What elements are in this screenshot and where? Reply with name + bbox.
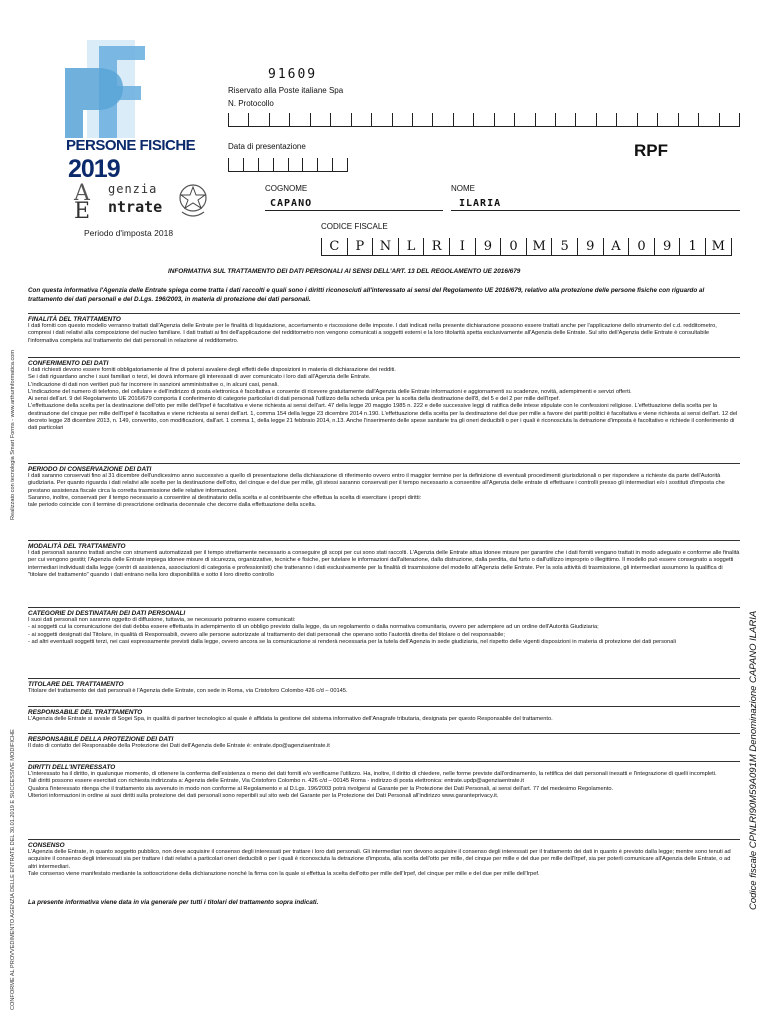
- cf-char: 9: [578, 238, 604, 256]
- cognome-value: CAPANO: [270, 198, 313, 209]
- section-body: I suoi dati personali non saranno oggetto di diffusione, tuttavia, se necessario potranno essere comunicati: - ai soggetti cui la comunicazione dei dati debba essere effettuata in adempimento di un obbligo previsto dalla legge, da un regolamento o dalla normativa comunitaria, ovvero per adempiere ad un ordine dell'Autorità Giudiziaria; - ai soggetti designati dal Titolare, in qualità di Responsabili, ovvero alle persone autorizzate al trattamento dei dati personali che operano sotto l'autorità diretta del titolare o del responsabile; - ad altri eventuali soggetti terzi, nei casi espressamente previsti dalla legge, ovvero ancora se la comunicazione si renderà necessaria per la tutela dell'Agenzia in sede giudiziaria, nel rispetto delle vigenti disposizioni in materia di protezione dei dati personali: [28, 617, 676, 645]
- section-destinatari: [28, 607, 740, 646]
- informativa-intro: Con questa informativa l'Agenzia delle Entrate spiega come tratta i dati raccolti e quali sono i diritti riconosciuti all'interessato ai sensi del Regolamento UE 2016/679, relativo alla protezione delle persone fisiche con riguardo al trattamento dei dati personali e del D.Lgs. 196/2003, in materia di protezione dei dati personali.: [28, 287, 705, 303]
- box-tick: [347, 158, 348, 172]
- cf-char: A: [604, 238, 630, 256]
- cf-char: R: [424, 238, 450, 256]
- codice-fiscale-margin-text: Codice fiscale CPNLRI90M59A091M Denominazione CAPANO ILARIA: [748, 610, 759, 910]
- box-tick: [473, 113, 474, 127]
- box-tick: [596, 113, 597, 127]
- section-title: CONSENSO: [28, 839, 740, 849]
- box-tick: [302, 158, 303, 172]
- form-code: RPF: [634, 141, 668, 160]
- data-presentazione-boxes[interactable]: [228, 158, 348, 172]
- protocol-number: 91609: [268, 67, 318, 82]
- section-responsabile: [28, 706, 740, 723]
- logo-title: PERSONE FISICHE: [66, 137, 196, 154]
- cf-char: 5: [552, 238, 578, 256]
- cf-char: 9: [476, 238, 502, 256]
- box-tick: [351, 113, 352, 127]
- republic-emblem-icon: [176, 180, 210, 220]
- box-tick: [392, 113, 393, 127]
- box-tick: [514, 113, 515, 127]
- box-tick: [739, 113, 740, 127]
- box-tick: [412, 113, 413, 127]
- nome-underline: [451, 210, 740, 211]
- section-body: Titolare del trattamento dei dati personali è l'Agenzia delle Entrate, con sede in Roma, via Cristoforo Colombo 426 c/d – 00145.: [28, 688, 348, 694]
- section-conservazione: [28, 463, 740, 509]
- box-tick: [243, 158, 244, 172]
- box-tick: [258, 158, 259, 172]
- box-tick: [432, 113, 433, 127]
- protocollo-boxes[interactable]: [228, 113, 740, 127]
- entrate-text: ntrate: [108, 198, 163, 216]
- nome-label: NOME: [451, 184, 475, 193]
- box-tick: [228, 158, 229, 172]
- periodo-imposta: Periodo d'imposta 2018: [84, 228, 174, 238]
- box-tick: [616, 113, 617, 127]
- section-body: I dati saranno conservati fino al 31 dicembre dell'undicesimo anno successivo a quello di presentazione della dichiarazione di riferimento ovvero entro il maggior termine per la definizione di eventuali procedimenti giurisdizionali o per rispondere a richieste da parte dell'Autorità giudiziaria. Per quanto riguarda i dati relativi alle scelte per la destinazione dell'otto, del cinque e del due per mille, gli stessi saranno conservati per il tempo necessario a consentire all'Agenzia delle entrate di effettuare i controlli presso gli intermediari e/o i sostituti d'imposta che prestano assistenza fiscale circa la corretta trasmissione delle relative informazioni. Saranno, inoltre, conservati per il tempo necessario a consentire al destinatario della scelta e al contribuente che effettua la scelta di esercitare i propri diritti: tale periodo coincide con il termine di prescrizione ordinaria decennale che decorre dalla effettuazione della scelta.: [28, 473, 725, 509]
- section-title: TITOLARE DEL TRATTAMENTO: [28, 678, 740, 688]
- cf-char: M: [527, 238, 553, 256]
- box-tick: [555, 113, 556, 127]
- cf-char: 0: [629, 238, 655, 256]
- cf-char: I: [450, 238, 476, 256]
- section-body: I dati personali saranno trattati anche con strumenti automatizzati per il tempo strettamente necessario a conseguire gli scopi per cui sono stati raccolti. L'Agenzia delle Entrate attua idonee misure per garantire che i dati forniti vengano trattati in modo adeguato e conforme alle finalità per cui vengono gestiti; l'Agenzia delle Entrate impiega idonee misure di sicurezza, organizzative, tecniche e fisiche, per tutelare le informazioni dall'alterazione, dalla distruzione, dalla perdita, dal furto o dall'utilizzo improprio o illegittimo. Il modello può essere consegnato a soggetti intermediari individuati dalla legge (centri di assistenza, associazioni di categoria e professionisti) che tratteranno i dati esclusivamente per la finalità di trasmissione del modello all'Agenzia delle Entrate. Per la sola attività di trasmissione, gli intermediari assumono la qualifica di "titolare del trattamento" quando i dati entrano nella loro disponibilità e sotto il loro diretto controllo: [28, 550, 740, 578]
- protocollo-label: N. Protocollo: [228, 99, 274, 108]
- section-body: L'Agenzia delle Entrate si avvale di Sogei Spa, in qualità di partner tecnologico al quale è affidata la gestione del sistema informativo dell'Anagrafe tributaria, designata per questo Responsabile del trattamento.: [28, 716, 553, 722]
- box-tick: [269, 113, 270, 127]
- box-tick: [494, 113, 495, 127]
- section-diritti: [28, 761, 740, 800]
- section-dpo: [28, 733, 740, 750]
- cognome-label: COGNOME: [265, 184, 308, 193]
- section-consenso: [28, 839, 740, 878]
- svg-text:A: A: [74, 181, 90, 206]
- informativa-title: INFORMATIVA SUL TRATTAMENTO DEI DATI PERSONALI AI SENSI DELL'ART. 13 DEL REGOLAMENTO UE 2016/679: [168, 268, 521, 275]
- cf-char: 0: [501, 238, 527, 256]
- data-presentazione-label: Data di presentazione: [228, 142, 306, 151]
- nome-value: ILARIA: [459, 198, 502, 209]
- box-tick: [637, 113, 638, 127]
- box-tick: [698, 113, 699, 127]
- section-conferimento: [28, 357, 740, 433]
- box-tick: [657, 113, 658, 127]
- cf-char: M: [706, 238, 732, 256]
- section-title: RESPONSABILE DEL TRATTAMENTO: [28, 706, 740, 716]
- section-body: Il dato di contatto del Responsabile della Protezione dei Dati dell'Agenzia delle Entrate è: entrate.dpo@agenziaentrate.it: [28, 743, 330, 749]
- section-title: CONFERIMENTO DEI DATI: [28, 357, 740, 367]
- box-tick: [248, 113, 249, 127]
- cf-char: C: [322, 238, 348, 256]
- box-tick: [288, 158, 289, 172]
- section-title: FINALITÀ DEL TRATTAMENTO: [28, 313, 740, 323]
- box-tick: [310, 113, 311, 127]
- logo-year: 2019: [68, 155, 120, 183]
- box-tick: [317, 158, 318, 172]
- conformity-margin-text: CONFORME AL PROVVEDIMENTO AGENZIA DELLE ENTRATE DEL 30.01.2019 E SUCCESSIVE MODIFICHE: [10, 729, 16, 1010]
- box-tick: [371, 113, 372, 127]
- cf-char: P: [348, 238, 374, 256]
- cf-char: L: [399, 238, 425, 256]
- section-modalita: [28, 540, 740, 579]
- box-tick: [289, 113, 290, 127]
- box-tick: [228, 113, 229, 127]
- cognome-underline: [265, 210, 443, 211]
- riservato-label: Riservato alla Poste italiane Spa: [228, 86, 344, 95]
- box-tick: [330, 113, 331, 127]
- cf-char: N: [373, 238, 399, 256]
- box-tick: [575, 113, 576, 127]
- section-finalita: [28, 313, 740, 345]
- section-body: I dati forniti con questo modello verranno trattati dall'Agenzia delle Entrate per le finalità di liquidazione, accertamento e riscossione delle imposte. I dati indicati nella presente dichiarazione possono essere trattati anche per l'applicazione dello strumento del c.d. redditometro, compresi i dati relativi alla composizione del nucleo familiare. I dati trattati ai fini dell'applicazione del redditometro non vengono comunicati a soggetti esterni e la loro titolarità spetta esclusivamente all'Agenzia delle Entrate. Sul sito dell'Agenzia delle Entrate è consultabile l'informativa completa sul trattamento dei dati personali in relazione al redditometro.: [28, 323, 717, 344]
- section-title: RESPONSABILE DELLA PROTEZIONE DEI DATI: [28, 733, 740, 743]
- cf-char: 9: [655, 238, 681, 256]
- section-title: DIRITTI DELL'INTERESSATO: [28, 761, 740, 771]
- box-tick: [535, 113, 536, 127]
- box-tick: [332, 158, 333, 172]
- section-body: L'Agenzia delle Entrate, in quanto soggetto pubblico, non deve acquisire il consenso degli interessati per trattare i loro dati personali. Gli intermediari non devono acquisire il consenso degli interessati per il trattamento dei dati in quanto è previsto dalla legge; mentre sono tenuti ad acquisire il consenso degli interessati sia per trattare i dati relativi a particolari oneri deducibili o per i quali è riconosciuta la detrazione d'imposta, alla scelta dell'otto per mille, del cinque per mille e del due per mille dell'Irpef, sia per poterli comunicare all'Agenzia delle Entrate, o ad altri intermediari. Tale consenso viene manifestato mediante la sottoscrizione della dichiarazione nonché la firma con la quale si effettua la scelta dell'otto per mille dell'Irpef, del cinque per mille e del due per mille dell'Irpef.: [28, 849, 731, 877]
- section-title: CATEGORIE DI DESTINATARI DEI DATI PERSONALI: [28, 607, 740, 617]
- svg-text:E: E: [74, 199, 91, 220]
- box-tick: [453, 113, 454, 127]
- box-tick: [273, 158, 274, 172]
- section-body: I dati richiesti devono essere forniti obbligatoriamente al fine di potersi avvalere degli effetti delle disposizioni in materia di dichiarazione dei redditi. Se i dati riguardano anche i suoi familiari o terzi, lei dovrà informare gli interessati di aver comunicato i loro dati all'Agenzia delle Entrate. L'indicazione di dati non veritieri può far incorrere in sanzioni amministrative o, in alcuni casi, penali. L'indicazione del numero di telefono, del cellulare e dell'indirizzo di posta elettronica è facoltativa e consente di ricevere gratuitamente dall'Agenzia delle Entrate informazioni e aggiornamenti su scadenze, novità, adempimenti e servizi offerti. Ai sensi dell'art. 9 del Regolamento UE 2016/679 comporta il conferimento di categorie particolari di dati personali l'utilizzo della scheda unica per la scelta della destinazione dell'8, del 5 e del 2 per mille dell'Irpef. L'effettuazione della scelta per la destinazione dell'otto per mille dell'Irpef è facoltativa e viene richiesta ai sensi dell'art. 47 della legge 20 maggio 1985 n. 222 e delle successive leggi di ratifica delle intese stipulate con le confessioni religiose. L'effettuazione della scelta per la destinazione del cinque per mille dell'Irpef è facoltativa e viene richiesta ai sensi dell'art. 1, comma 154 della legge 23 dicembre 2014 n.190. L'effettuazione della scelta per la destinazione del due per mille a favore dei partiti politici è facoltativa e viene richiesta ai sensi dell'art. 12 del decreto legge 28 dicembre 2013, n. 149, convertito, con modificazioni, dall'art. 1 comma 1, della legge 21 febbraio 2014, n.13. Anche l'inserimento delle spese sanitarie tra gli oneri deducibili o per i quali è riconosciuta la detrazione d'imposta è facoltativo e richiede il conferimento di dati particolari: [28, 367, 738, 432]
- codice-fiscale-label: CODICE FISCALE: [321, 222, 388, 231]
- codice-fiscale-boxes: [321, 238, 731, 256]
- section-body: L'interessato ha il diritto, in qualunque momento, di ottenere la conferma dell'esistenza o meno dei dati forniti e/o verificarne l'utilizzo. Ha, inoltre, il diritto di chiedere, nelle forme previste dall'ordinamento, la rettifica dei dati personali inesatti e l'integrazione di quelli incompleti. Tali diritti possono essere esercitati con richiesta indirizzata a: Agenzia delle Entrate, Via Cristoforo Colombo n. 426 c/d – 00145 Roma - indirizzo di posta elettronica: entrate.updp@agenziaentrate.it Qualora l'interessato ritenga che il trattamento sia avvenuto in modo non conforme al Regolamento e al D.Lgs. 196/2003 potrà rivolgersi al Garante per la Protezione dei Dati Personali, ai sensi dell'art. 77 del medesimo Regolamento. Ulteriori informazioni in ordine ai suoi diritti sulla protezione dei dati personali sono reperibili sul sito web del Garante per la Protezione dei Dati Personali all'indirizzo www.garanteprivacy.it.: [28, 771, 717, 799]
- final-note: La presente informativa viene data in via generale per tutti i titolari del trattamento sopra indicati.: [28, 899, 319, 906]
- smartforms-margin-text: Realizzato con tecnologia Smart Forms - www.arthurinformatica.com: [10, 349, 16, 520]
- box-tick: [719, 113, 720, 127]
- cf-char: 1: [680, 238, 706, 256]
- section-title: MODALITÀ DEL TRATTAMENTO: [28, 540, 740, 550]
- box-tick: [678, 113, 679, 127]
- section-titolare: [28, 678, 740, 695]
- agenzia-text: genzia: [108, 182, 158, 196]
- section-title: PERIODO DI CONSERVAZIONE DEI DATI: [28, 463, 740, 473]
